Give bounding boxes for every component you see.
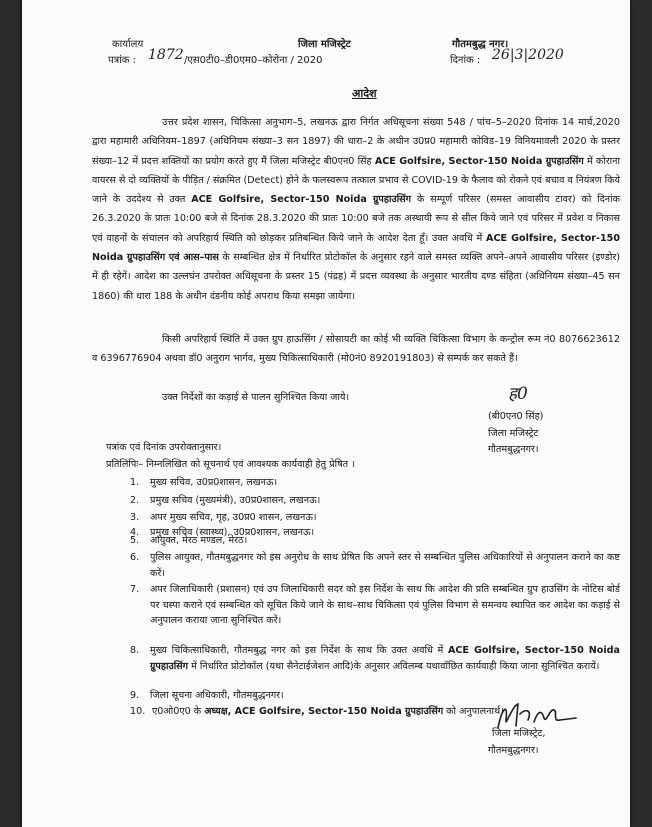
list-item-number: 8.	[130, 645, 140, 656]
list-item-text: प्रमुख सचिव (मुख्यमंत्री), उ0प्र0शासन, लखनऊ।	[150, 495, 321, 506]
copy-reference: पत्रांक एवं दिनांक उपरोक्तानुसार।	[106, 442, 222, 453]
list-item-text-pre: ए0ओ0ए0 के	[152, 706, 202, 717]
list-item-number: 9.	[130, 690, 140, 701]
letter-reference: /एस0टी0–डी0एम0–कोरोना / 2020	[184, 55, 323, 66]
footer-signatory-title: जिला मजिस्ट्रेट,	[492, 728, 546, 739]
district-magistrate-heading: जिला मजिस्ट्रेट	[298, 39, 351, 50]
list-item-number: 2.	[130, 495, 140, 506]
order-title: आदेश	[352, 87, 377, 100]
list-item-number: 3.	[130, 512, 140, 523]
para1-bold-1: ACE Golfsire, Sector-150 Noida ग्रुपहाउसिंग	[374, 155, 584, 167]
list-item-text: पुलिस आयुक्त, गौतमबुद्धनगर को इस अनुरोध के साथ प्रेषित कि अपने स्तर से सम्बन्धित पुलिस अधिकारियों से अनुपालन कराने का कष्ट करें।	[150, 552, 620, 579]
office-label: कार्यालय	[112, 39, 144, 50]
list-item-text-post: को अनुपालनार्थ।	[446, 706, 504, 717]
letter-label: पत्रांक :	[108, 55, 137, 66]
list-item-text-pre: मुख्य चिकित्साधिकारी, गौतमबुद्ध नगर को इस निर्देश के साथ कि उक्त अवधि में	[150, 645, 444, 656]
list-item-text: प्रमुख सचिव (स्वास्थ्य), उ0प्र0शासन, लखनऊ।	[150, 527, 315, 538]
list-item-text: मुख्य सचिव, उ0प्र0शासन, लखनऊ।	[150, 477, 278, 488]
city-heading: गौतमबुद्ध नगर।	[452, 39, 509, 50]
list-item-text-post: में निर्धारित प्रोटोकॉल (यथा सैनेटाईजेशन आदि)के अनुसार अविलम्ब यथावॉछित कार्यवाही किया जाना सुनिश्चित करायें।	[191, 660, 600, 672]
list-item-text-bold: अध्यक्ष, ACE Golfsire, Sector-150 Noida ग्रुपहाउसिंग	[204, 706, 444, 717]
list-item-number: 6.	[130, 552, 140, 563]
list-item-text-bold: ACE Golfsire, Sector-150 Noida ग्रुपहाउसिंग	[150, 645, 620, 672]
list-item-number: 5.	[130, 535, 140, 546]
para2-text: किसी अपरिहार्य स्थिति में उक्त ग्रुप हाऊसिंग / सोसायटी का कोई भी व्यक्ति चिकित्सा विभाग के कन्ट्रोल रूम नं0 8076623612 व 6396776904 अथवा डॉ0 अनुराग भार्गव, मुख्य चिकित्साधिकारी (मो0नं0 8920191803) से सम्पर्क कर सकते हैं।	[92, 334, 620, 365]
list-item	[130, 475, 620, 491]
contact-paragraph	[92, 330, 620, 369]
list-item	[130, 493, 620, 509]
list-item-number: 4.	[130, 527, 140, 538]
letter-number-handwritten: 1872	[148, 47, 184, 63]
list-item-text: अपर जिलाधिकारी (प्रशासन) एवं उप जिलाधिकारी सदर को इस निर्देश के साथ कि आदेश की प्रति सम्बन्धित ग्रुप हाउसिंग के नोटिस बोर्ड पर चस्पा कराने एवं सम्बन्धित को सूचित किये जाने के साथ–साथ चिकित्सा एवं पुलिस विभाग से समन्वय स्थापित कर आदेश का कड़ाई से अनुपालन कराया जाना सुनिश्चित करें।	[150, 584, 620, 627]
list-item	[130, 510, 620, 526]
list-item-number: 1.	[130, 477, 140, 488]
list-item-text: आयुक्त, मेरठ मण्डल, मेरठ।	[150, 535, 248, 546]
list-item-text: अपर मुख्य सचिव, गृह, उ0प्र0 शासन, लखनऊ।	[150, 512, 317, 523]
para1-text-3: के सम्पूर्ण परिसर (समस्त आवासीय टावर) को दिनांक 26.3.2020 के प्रातः 10:00 बजे से दिनांक 28.3.2020 की प्रातः 10:00 बजे तक अस्थायी रूप से सील किये जाने एवं परिसर में प्रवेश व निकास एवं वाहनों के संचालन को अपरिहार्य स्थिति को छोड़कर प्रतिबन्धित किये जाने के आदेश देता हूँ। उक्त अवधि में	[92, 194, 620, 244]
signatory-place: गौतमबुद्धनगर।	[488, 444, 539, 455]
compliance-paragraph	[92, 388, 620, 407]
para1-bold-2: ACE Golfsire, Sector-150 Noida ग्रुपहाउसिंग	[191, 194, 412, 206]
copy-intro: प्रतिलिपिः– निम्नलिखित को सूचनार्थ एवं आवश्यक कार्यवाही हेतु प्रेषित ।	[106, 459, 355, 470]
order-paragraph	[92, 113, 620, 306]
date-label: दिनांक :	[450, 55, 481, 66]
footer-signatory-place: गौतमबुद्धनगर।	[488, 745, 539, 756]
list-item-text: जिला सूचना अधिकारी, गौतमबुद्धनगर।	[150, 690, 284, 701]
list-item	[130, 643, 620, 674]
para3-text: उक्त निर्देशों का कड़ाई से पालन सुनिश्चित किया जाये।	[162, 392, 350, 403]
list-item	[130, 582, 620, 629]
para1-text-4: के सम्बन्धित क्षेत्र में निर्धारित प्रोटोकॉल के अनुसार रहने वाले समस्त व्यक्ति अपने–अपने आवासीय परिसर (इण्डोर) में ही रहेगें। आदेश का उल्लघंन उपरोक्त अधिसूचना के प्रस्तर 15 (पंद्रह) में प्रदत्त व्यवस्था के अनुसार भारतीय दण्ड संहिता (अधिनियम संख्या–45 सन 1860) की धारा 188 के अधीन दंडनीय कोई अपराध किया समझा जायेगा।	[92, 252, 620, 302]
signatory-name: (बी0एन0 सिंह)	[488, 411, 544, 422]
list-item-number: 7.	[130, 584, 140, 595]
signatory-title: जिला मजिस्ट्रेट	[488, 428, 539, 439]
para1-text-2: में कोराना वायरस से दो व्यक्तियों के पीड़ित / संक्रमित (Detect) होने के फलस्वरूप तत्काल प्रभाव से COVID-19 के फैलाव को रोकने एवं बचाव व नियंत्रण किये जाने के उददेश्य से उक्त	[92, 155, 620, 206]
para1-bold-3: ACE Golfsire, Sector-150 Noida ग्रुपहाउसिंग एवं आस–पास	[92, 232, 621, 264]
list-item	[130, 550, 620, 581]
signature-mark: ह0	[508, 384, 528, 404]
list-item-number: 10.	[130, 706, 146, 717]
para1-text-1: उत्तर प्रदेश शासन, चिकित्सा अनुभाग–5, लखनऊ द्वारा निर्गत अधिसूचना संख्या 548 / पांच–5–2020 दिनांक 14 मार्च,2020 द्वारा महामारी अधिनियम–1897 (अधिनियम संख्या–3 सन 1897) की धारा–2 के अधीन उ0प्र0 महामारी कोविड–19 विनियमावली 2020 के प्रस्तर संख्या–12 में प्रदत्त शक्तियों का प्रयोग करते हुए मैं जिला मजिस्ट्रेट बी0एन0 सिंह	[92, 117, 620, 167]
document-page	[22, 0, 630, 827]
list-item	[130, 533, 620, 549]
date-handwritten: 26|3|2020	[492, 47, 564, 63]
